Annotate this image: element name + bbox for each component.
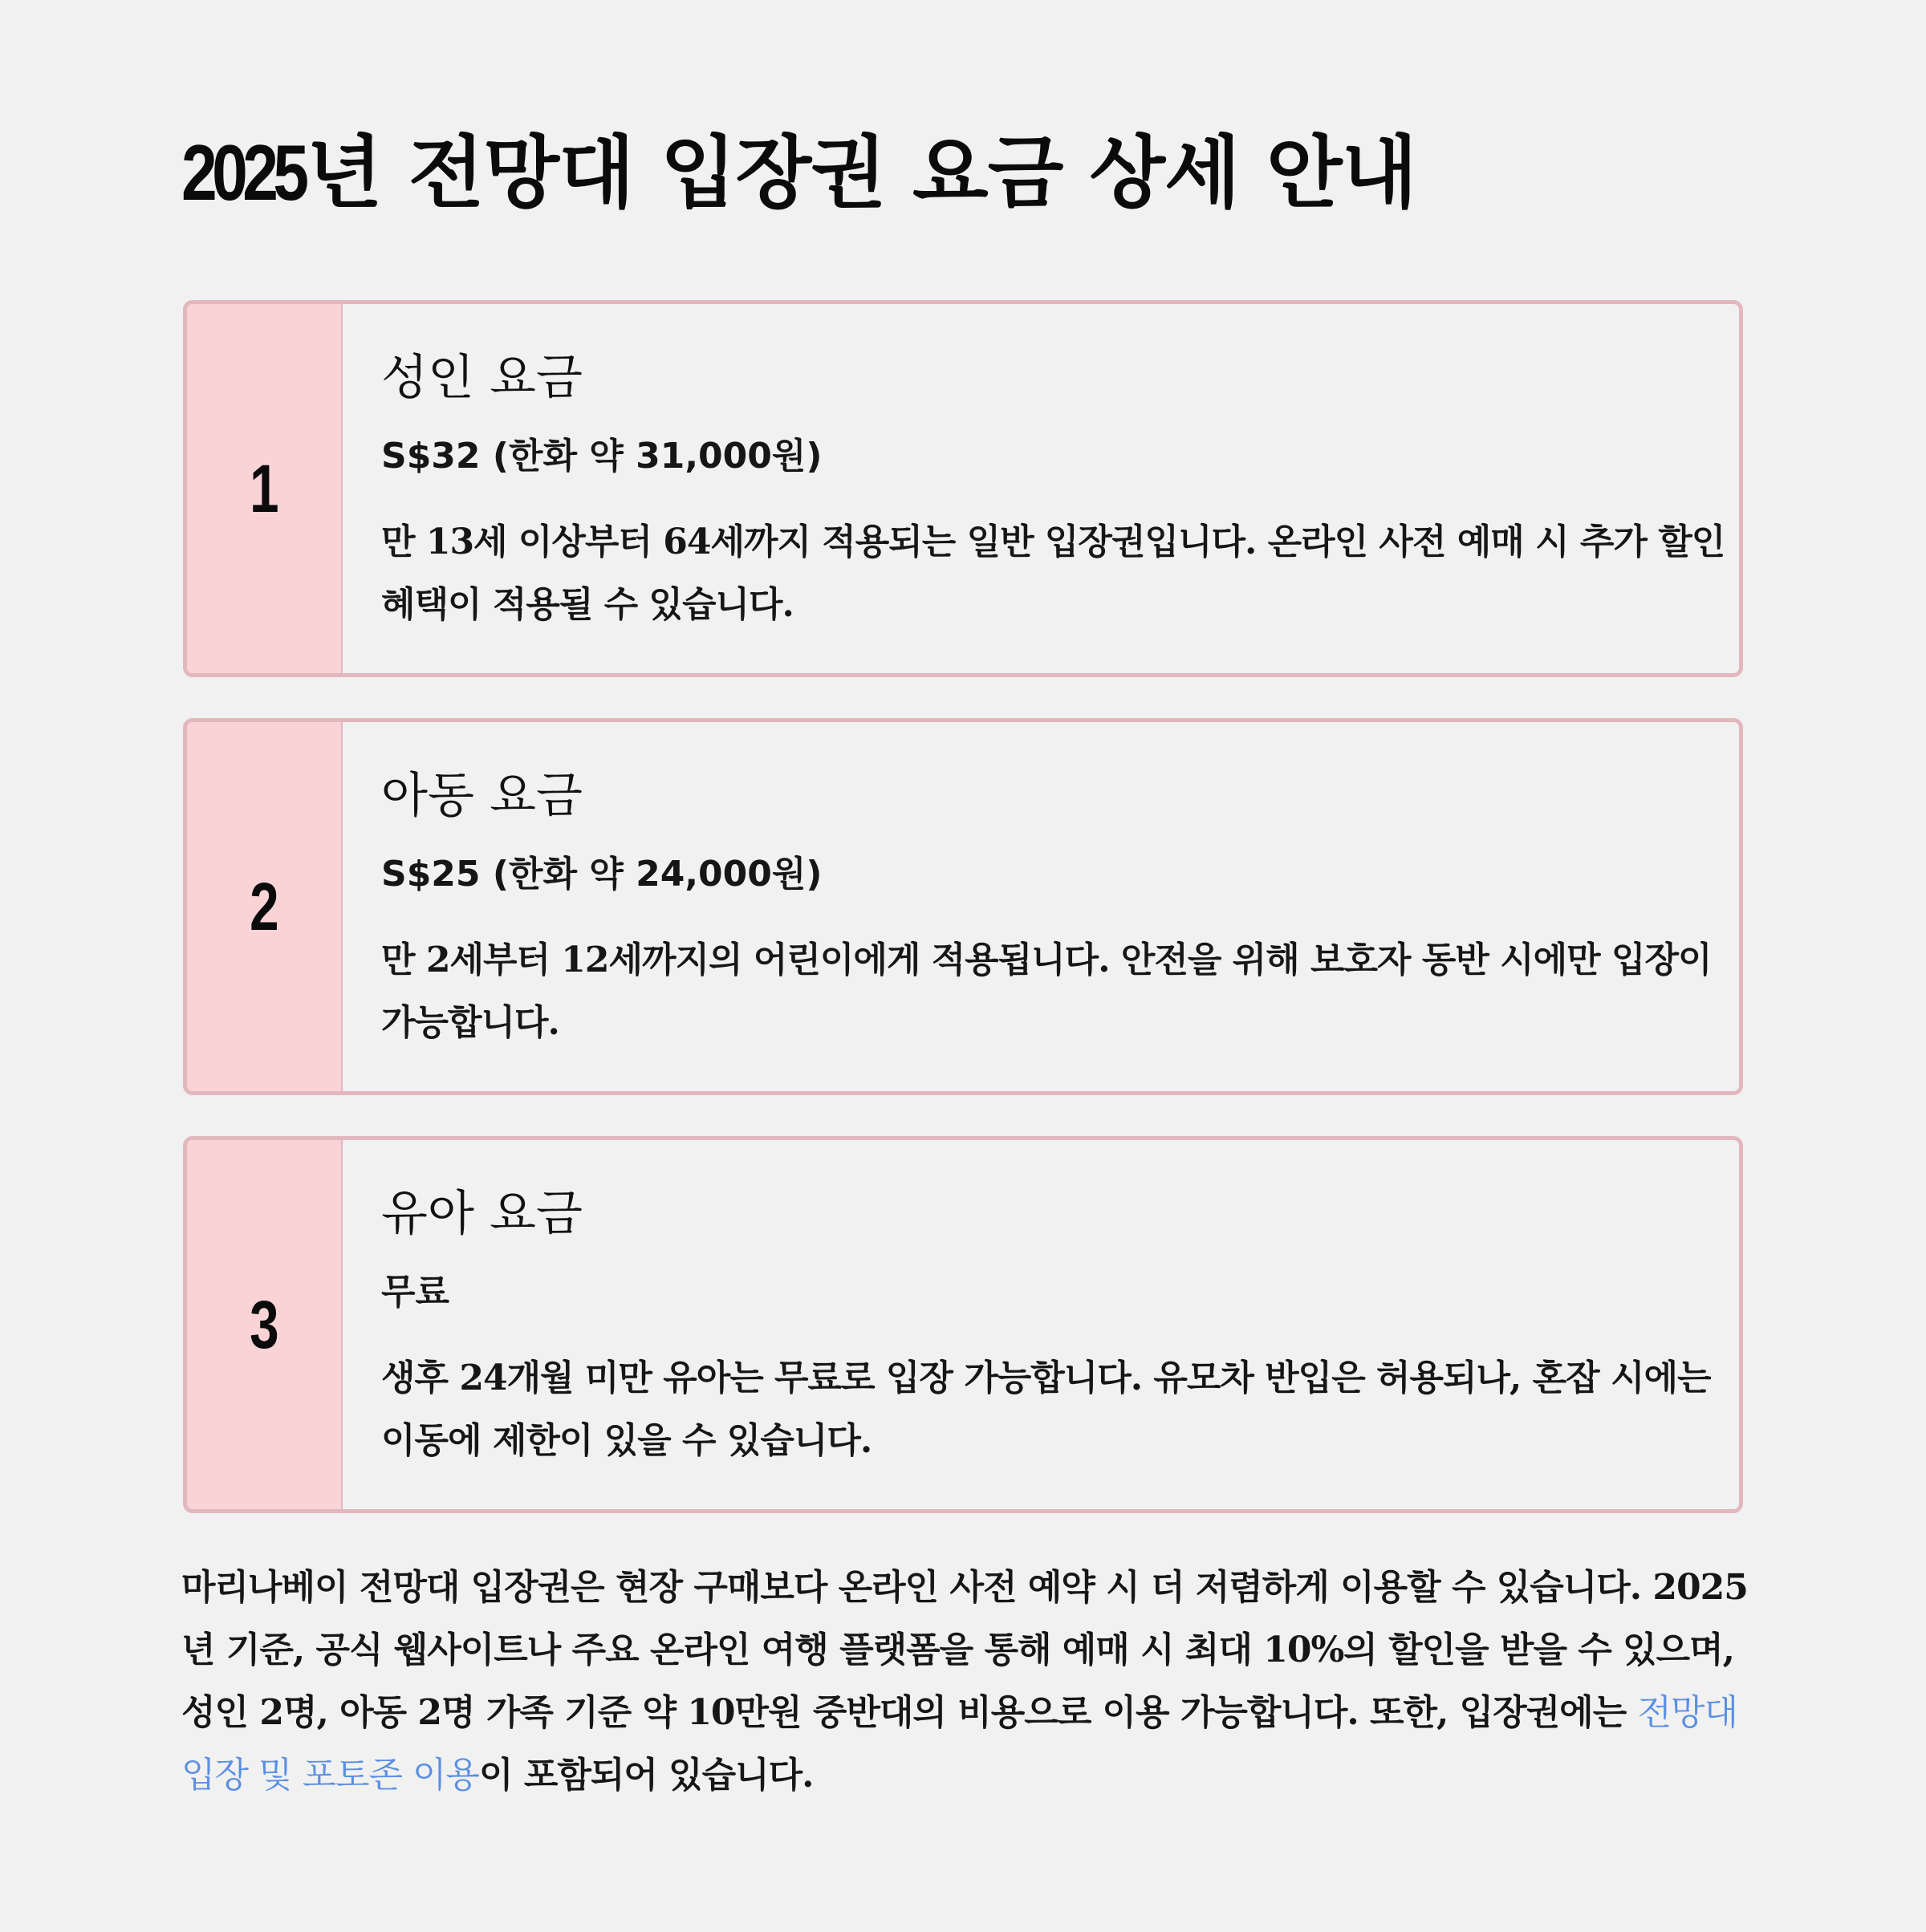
card-price: 무료 xyxy=(381,1272,450,1313)
card-heading: 성인 요금 xyxy=(381,350,583,406)
summary-text-end: 이 포함되어 있습니다. xyxy=(479,1755,814,1796)
summary-text: 마리나베이 전망대 입장권은 현장 구매보다 온라인 사전 예약 시 더 저렴하게 이용할 수 있습니다. 2025년 기준, 공식 웹사이트나 주요 온라인 여행 플랫폼을 통해 예매 시 최대 10%의 할인을 받을 수 있으며, 성인 2명, 아동 2명 가족 기준 약 10만원 중반대의 비용으로 이용 가능합니다. 또한, 입장권에는 xyxy=(181,1567,1748,1733)
page-title xyxy=(181,120,1416,225)
card-number: 2 xyxy=(249,868,279,944)
card-description: 만 2세부터 12세까지의 어린이에게 적용됩니다. 안전을 위해 보호자 동반 시에만 입장이 가능합니다. xyxy=(381,940,1712,1043)
card-number: 3 xyxy=(249,1286,279,1362)
fee-card-infant xyxy=(183,1136,1743,1513)
card-number: 1 xyxy=(249,450,279,526)
card-heading: 유아 요금 xyxy=(381,1186,583,1242)
card-description: 만 13세 이상부터 64세까지 적용되는 일반 입장권입니다. 온라인 사전 예매 시 추가 할인 혜택이 적용될 수 있습니다. xyxy=(381,522,1725,625)
summary-paragraph xyxy=(181,1557,1754,1807)
page-title-year: 2025 xyxy=(181,128,304,217)
fee-card-adult xyxy=(183,300,1743,677)
card-heading: 아동 요금 xyxy=(381,768,583,824)
card-price: S$25 (한화 약 24,000원) xyxy=(381,854,823,895)
fee-card-child xyxy=(183,718,1743,1095)
card-description: 생후 24개월 미만 유아는 무료로 입장 가능합니다. 유모차 반입은 허용되나, 혼잡 시에는 이동에 제한이 있을 수 있습니다. xyxy=(381,1358,1711,1461)
card-number-column xyxy=(187,1140,343,1509)
card-number-column xyxy=(187,304,343,673)
page-title-text: 년 전망대 입장권 요금 상세 안내 xyxy=(307,128,1417,219)
summary-link[interactable]: 전망대 입장 및 포토존 이용 xyxy=(181,1692,1738,1796)
card-number-column xyxy=(187,722,343,1091)
card-price: S$32 (한화 약 31,000원) xyxy=(381,436,823,477)
